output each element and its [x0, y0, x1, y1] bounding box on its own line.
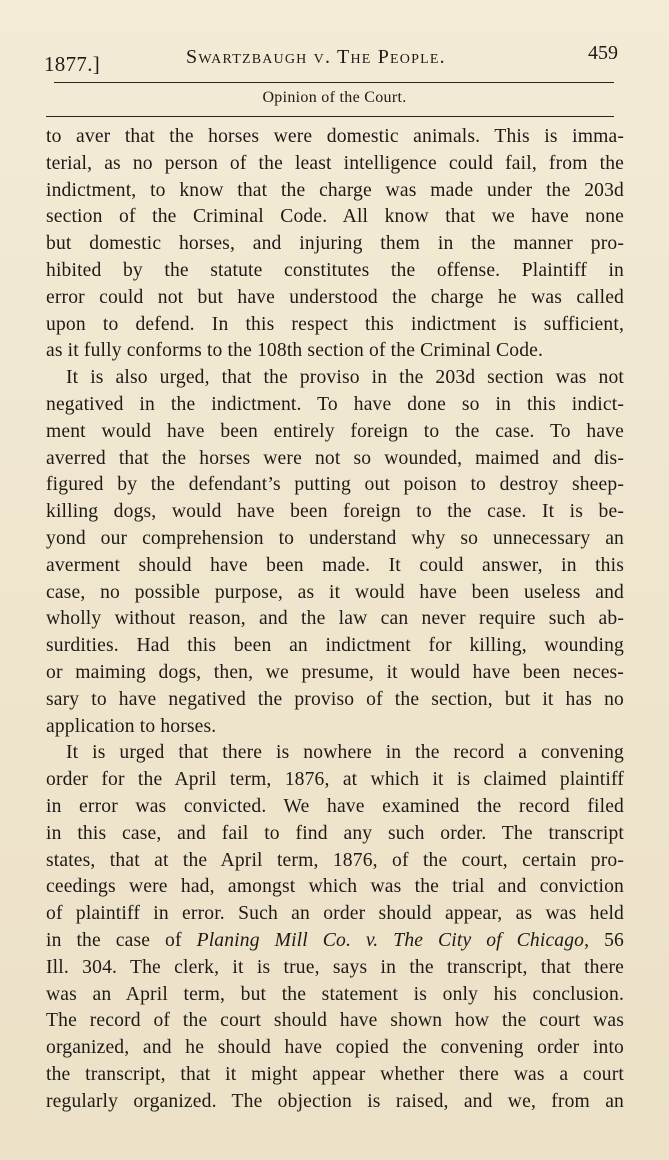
text-line: The record of the court should have shown how the court was: [46, 1010, 624, 1032]
text-line: terial, as no person of the least intelligence could fail, from the: [46, 152, 624, 174]
text-line: application to horses.: [46, 715, 217, 737]
text-line: section of the Criminal Code. All know that we have none: [46, 206, 624, 228]
text-line: figured by the defendant’s putting out poison to destroy sheep-: [46, 474, 624, 496]
text-line: of plaintiff in error. Such an order should appear, as was held: [46, 903, 624, 925]
text-line: in error was convicted. We have examined the record filed: [46, 795, 624, 817]
text-line: upon to defend. In this respect this indictment is sufficient,: [46, 313, 624, 335]
running-head: [44, 42, 618, 74]
text-line: case, no possible purpose, as it would have been useless and: [46, 581, 624, 603]
text-line: or maiming dogs, then, we presume, it would have been neces-: [46, 661, 624, 683]
text-line: regularly organized. The objection is raised, and we, from an: [46, 1090, 624, 1112]
paragraph-2: [46, 365, 624, 740]
text-line: hibited by the statute constitutes the offense. Plaintiff in: [46, 259, 624, 281]
text-line: ment would have been entirely foreign to the case. To have: [46, 420, 624, 442]
text-line: organized, and he should have copied the convening order into: [46, 1037, 624, 1059]
text-line: Ill. 304. The clerk, it is true, says in the transcript, that there: [46, 956, 624, 978]
citation-suffix: , 56: [584, 929, 624, 951]
header-rule-bottom: [46, 116, 614, 117]
text-line: averred that the horses were not so wounded, maimed and dis-: [46, 447, 624, 469]
text-line: It is urged that there is nowhere in the record a convening: [66, 742, 624, 764]
text-line: It is also urged, that the proviso in the 203d section was not: [66, 367, 624, 389]
opinion-body: [46, 124, 624, 1115]
text-line: averment should have been made. It could answer, in this: [46, 554, 624, 576]
text-line: states, that at the April term, 1876, of the court, certain pro-: [46, 849, 624, 871]
section-heading: Opinion of the Court.: [262, 89, 407, 106]
cited-case-name: Planing Mill Co. v. The City of Chicago: [196, 929, 585, 951]
text-line: to aver that the horses were domestic animals. This is imma-: [46, 126, 624, 147]
paragraph-1: [46, 124, 624, 365]
text-line: killing dogs, would have been foreign to the case. It is be-: [46, 501, 624, 523]
page-number: 459: [588, 42, 618, 64]
text-line: was an April term, but the statement is only his conclusion.: [46, 983, 624, 1005]
header-rule-top: [54, 82, 614, 83]
text-line: but domestic horses, and injuring them in the manner pro-: [46, 233, 624, 255]
text-line: yond our comprehension to understand why so unnecessary an: [46, 527, 624, 549]
text-line: as it fully conforms to the 108th section of the Criminal Code.: [46, 340, 544, 362]
text-line: surdities. Had this been an indictment for killing, wounding: [46, 635, 624, 657]
text-line: ceedings were had, amongst which was the trial and conviction: [46, 876, 624, 898]
citation-prefix: in the case of: [46, 929, 197, 951]
text-line: wholly without reason, and the law can never require such ab-: [46, 608, 624, 630]
running-head-case-title: Swartzbaugh v. The People.: [186, 46, 446, 68]
text-line: sary to have negatived the proviso of the section, but it has no: [46, 688, 624, 710]
text-line: error could not but have understood the charge he was called: [46, 286, 624, 308]
citation-line: [46, 928, 624, 955]
text-line: in this case, and fail to find any such order. The transcript: [46, 822, 624, 844]
text-line: indictment, to know that the charge was made under the 203d: [46, 179, 624, 201]
text-line: negatived in the indictment. To have done so in this indict-: [46, 393, 624, 415]
running-head-year: 1877.]: [44, 52, 101, 76]
paragraph-3: [46, 740, 624, 1115]
text-line: order for the April term, 1876, at which it is claimed plaintiff: [46, 769, 624, 791]
text-line: the transcript, that it might appear whether there was a court: [46, 1063, 624, 1085]
